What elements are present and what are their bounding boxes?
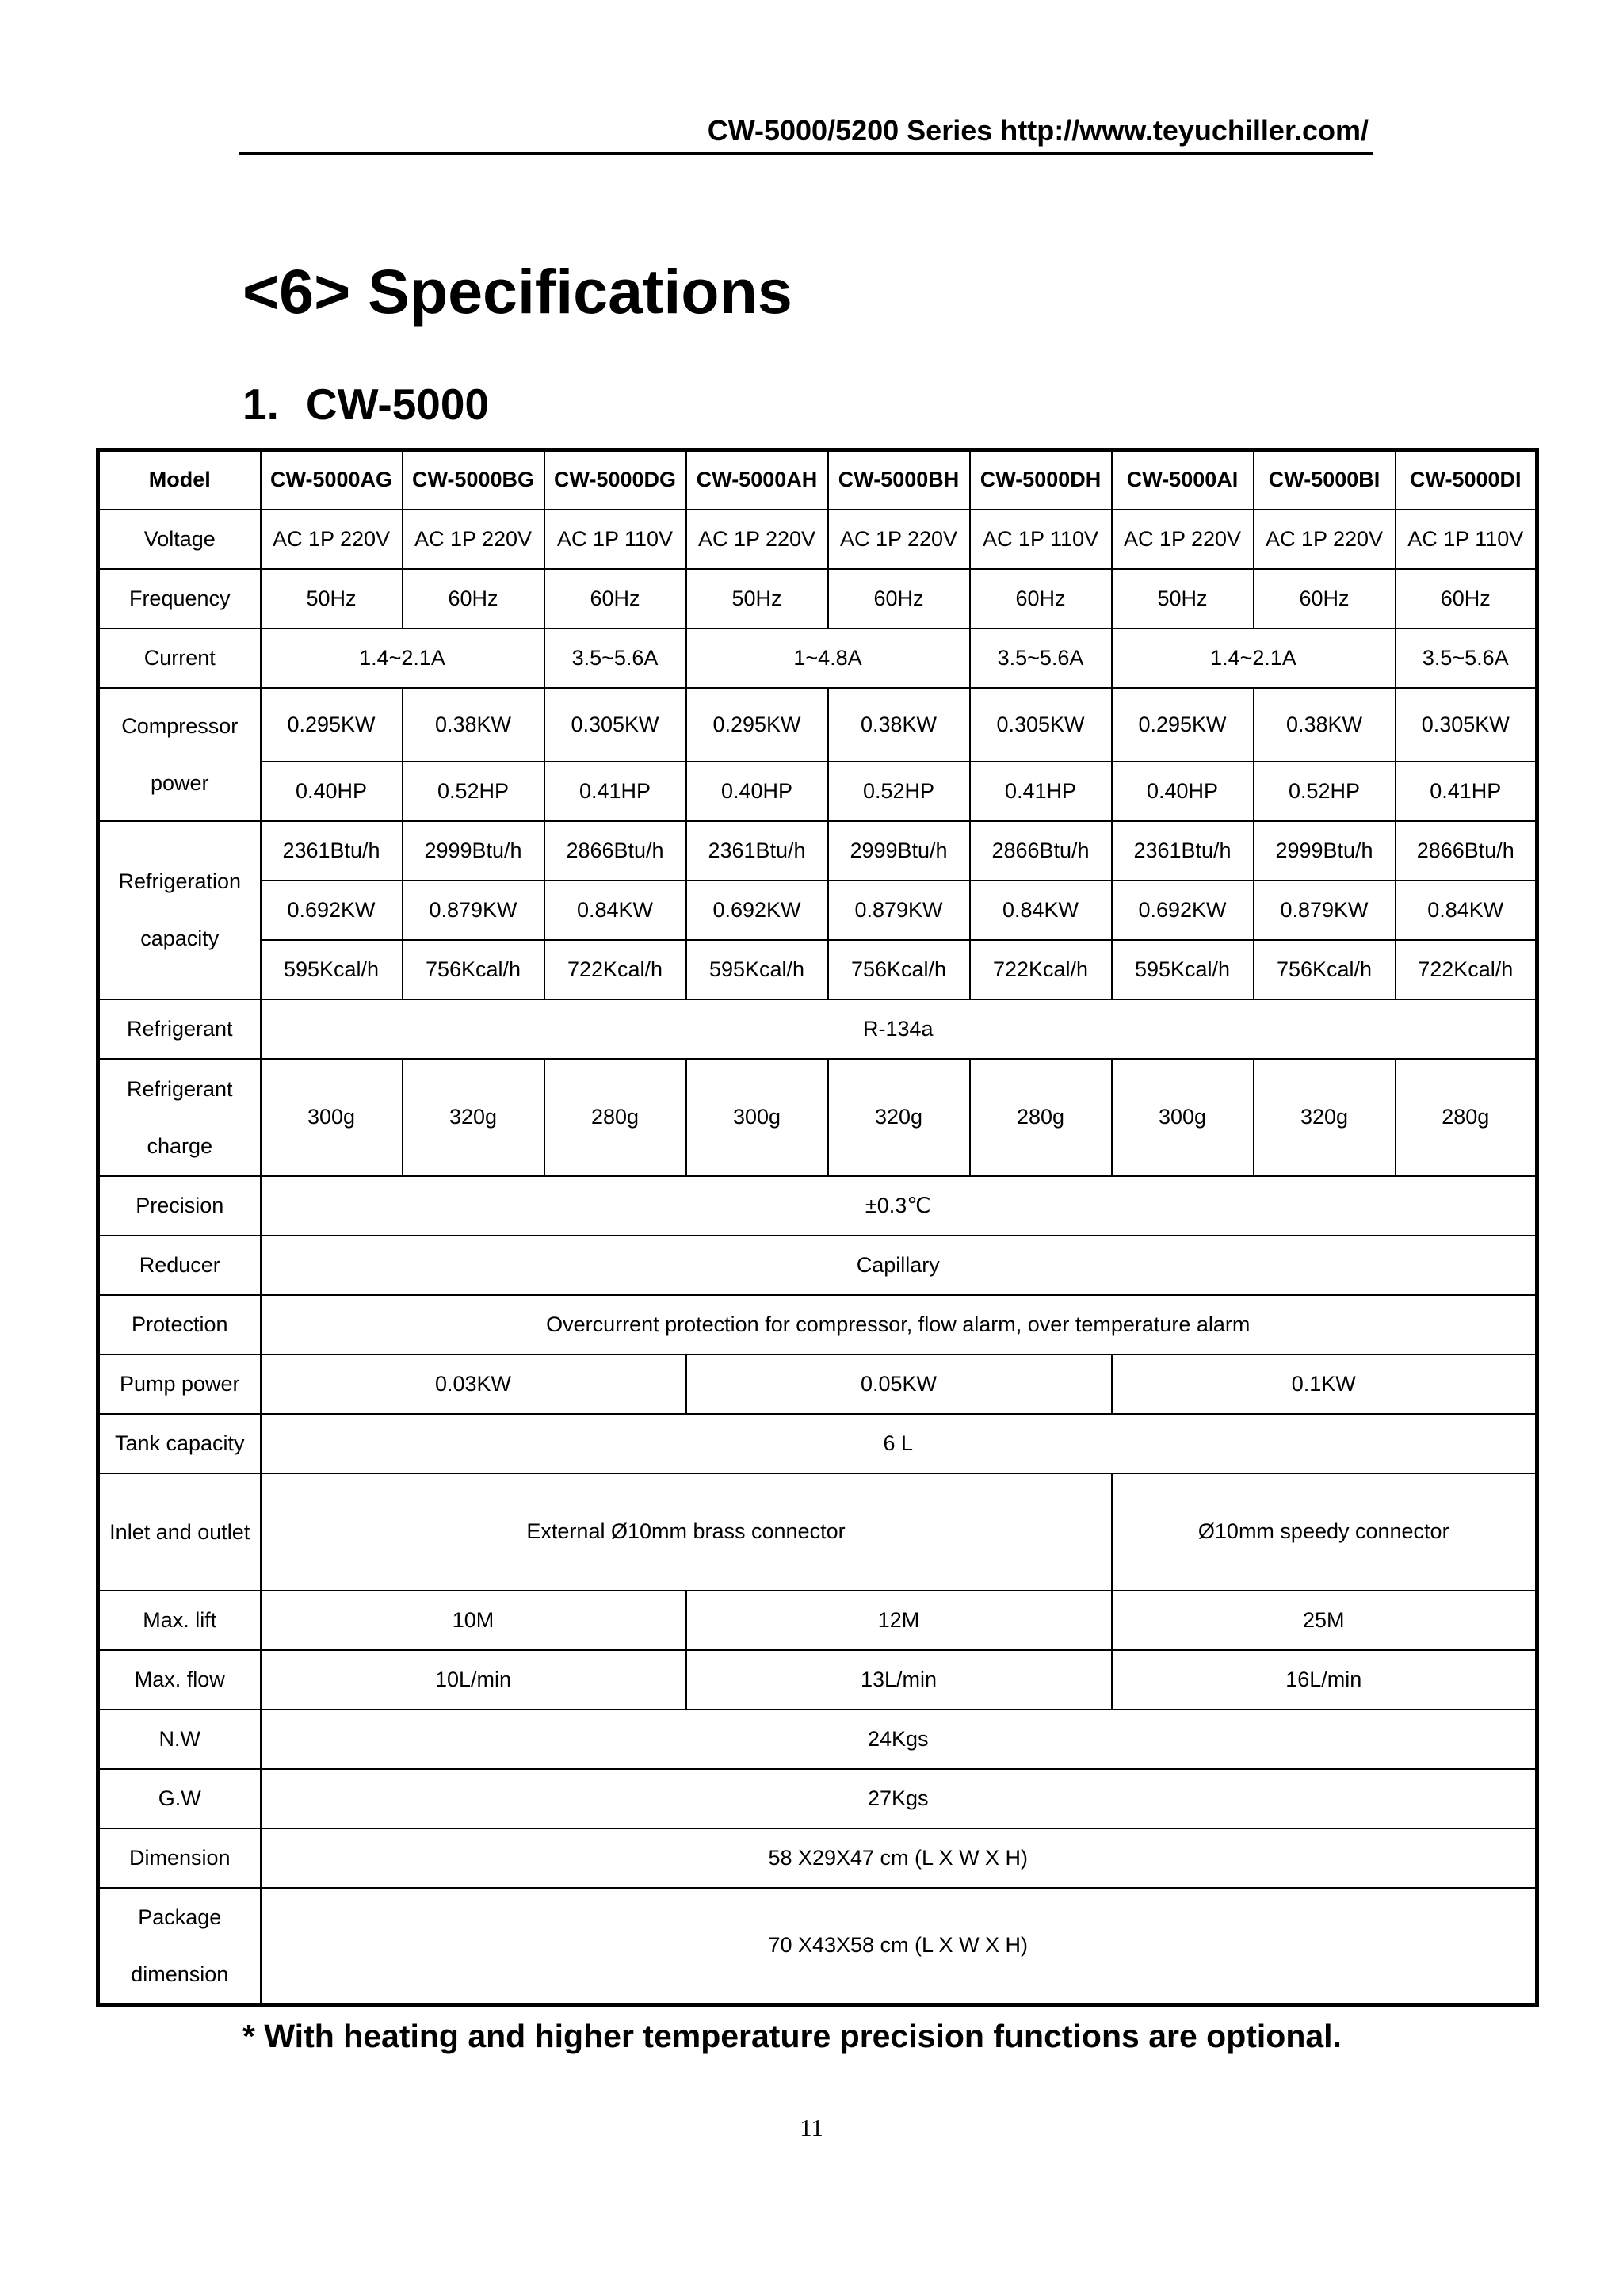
row-label: Refrigeration capacity: [98, 821, 261, 999]
model-cell: CW-5000DH: [970, 450, 1112, 510]
table-cell: 756Kcal/h: [403, 940, 544, 999]
table-cell: 0.879KW: [828, 881, 970, 940]
table-cell: 2999Btu/h: [828, 821, 970, 881]
row-package-dimension: [98, 1888, 1537, 2005]
table-cell: Capillary: [261, 1236, 1537, 1295]
table-cell: Overcurrent protection for compressor, flow alarm, over temperature alarm: [261, 1295, 1537, 1354]
row-label: Refrigerant: [98, 999, 261, 1059]
table-cell: AC 1P 220V: [1254, 510, 1396, 569]
table-cell: AC 1P 220V: [1112, 510, 1254, 569]
table-cell: 595Kcal/h: [1112, 940, 1254, 999]
table-cell: 0.38KW: [403, 688, 544, 762]
table-cell: 0.879KW: [1254, 881, 1396, 940]
row-refrigeration-kcal: [98, 940, 1537, 999]
table-cell: AC 1P 110V: [970, 510, 1112, 569]
table-cell: AC 1P 220V: [403, 510, 544, 569]
row-voltage: [98, 510, 1537, 569]
table-cell: 24Kgs: [261, 1710, 1537, 1769]
table-cell: AC 1P 110V: [544, 510, 686, 569]
table-cell: 595Kcal/h: [686, 940, 828, 999]
table-cell: 0.692KW: [261, 881, 403, 940]
table-cell: 0.84KW: [970, 881, 1112, 940]
table-cell: 756Kcal/h: [1254, 940, 1396, 999]
row-label: Max. lift: [98, 1591, 261, 1650]
table-cell: 16L/min: [1112, 1650, 1537, 1710]
row-frequency: [98, 569, 1537, 628]
table-cell: 1.4~2.1A: [1112, 628, 1396, 688]
row-label: Reducer: [98, 1236, 261, 1295]
subsection-number: 1.: [242, 380, 279, 429]
row-label: Package dimension: [98, 1888, 261, 2005]
table-cell: 0.84KW: [1396, 881, 1537, 940]
table-cell: 50Hz: [686, 569, 828, 628]
table-cell: 320g: [828, 1059, 970, 1176]
table-cell: 0.295KW: [1112, 688, 1254, 762]
row-net-weight: [98, 1710, 1537, 1769]
table-cell: 3.5~5.6A: [544, 628, 686, 688]
specifications-table: [96, 448, 1539, 2007]
model-cell: CW-5000BI: [1254, 450, 1396, 510]
table-cell: 0.1KW: [1112, 1354, 1537, 1414]
table-cell: 0.40HP: [261, 762, 403, 821]
table-cell: 3.5~5.6A: [970, 628, 1112, 688]
table-cell: 300g: [686, 1059, 828, 1176]
table-cell: AC 1P 220V: [261, 510, 403, 569]
table-cell: 60Hz: [1254, 569, 1396, 628]
model-cell: CW-5000DG: [544, 450, 686, 510]
table-cell: 10L/min: [261, 1650, 686, 1710]
row-refrigeration-btu: [98, 821, 1537, 881]
row-precision: [98, 1176, 1537, 1236]
row-tank-capacity: [98, 1414, 1537, 1473]
row-protection: [98, 1295, 1537, 1354]
row-compressor-power-kw: [98, 688, 1537, 762]
row-label: G.W: [98, 1769, 261, 1828]
row-label: Model: [98, 450, 261, 510]
table-cell: AC 1P 220V: [828, 510, 970, 569]
table-cell: 320g: [403, 1059, 544, 1176]
row-dimension: [98, 1828, 1537, 1888]
table-cell: AC 1P 110V: [1396, 510, 1537, 569]
table-cell: 0.295KW: [686, 688, 828, 762]
table-cell: 0.41HP: [1396, 762, 1537, 821]
table-cell: 280g: [1396, 1059, 1537, 1176]
model-cell: CW-5000AG: [261, 450, 403, 510]
row-gross-weight: [98, 1769, 1537, 1828]
row-pump-power: [98, 1354, 1537, 1414]
table-cell: 756Kcal/h: [828, 940, 970, 999]
row-label: Inlet and outlet: [98, 1473, 261, 1591]
table-cell: 320g: [1254, 1059, 1396, 1176]
subsection-name: CW-5000: [305, 380, 490, 429]
header-text: CW-5000/5200 Series http://www.teyuchiller.com/: [707, 114, 1369, 147]
row-label: Dimension: [98, 1828, 261, 1888]
row-max-lift: [98, 1591, 1537, 1650]
table-cell: 60Hz: [828, 569, 970, 628]
table-cell: R-134a: [261, 999, 1537, 1059]
table-cell: Ø10mm speedy connector: [1112, 1473, 1537, 1591]
table-cell: 0.40HP: [1112, 762, 1254, 821]
table-cell: 60Hz: [403, 569, 544, 628]
row-refrigerant: [98, 999, 1537, 1059]
table-cell: 6 L: [261, 1414, 1537, 1473]
section-title: <6> Specifications: [242, 256, 792, 327]
model-cell: CW-5000BG: [403, 450, 544, 510]
table-cell: 595Kcal/h: [261, 940, 403, 999]
page-header: [239, 113, 1373, 155]
table-cell: 2999Btu/h: [1254, 821, 1396, 881]
row-inlet-outlet: [98, 1473, 1537, 1591]
row-compressor-power-hp: [98, 762, 1537, 821]
row-label: Protection: [98, 1295, 261, 1354]
row-label: Tank capacity: [98, 1414, 261, 1473]
table-cell: ±0.3℃: [261, 1176, 1537, 1236]
row-current: [98, 628, 1537, 688]
table-cell: AC 1P 220V: [686, 510, 828, 569]
table-cell: 12M: [686, 1591, 1112, 1650]
table-cell: 60Hz: [970, 569, 1112, 628]
row-model: [98, 450, 1537, 510]
table-cell: 0.295KW: [261, 688, 403, 762]
row-label: Voltage: [98, 510, 261, 569]
table-cell: 60Hz: [1396, 569, 1537, 628]
table-cell: 0.52HP: [828, 762, 970, 821]
row-label: Pump power: [98, 1354, 261, 1414]
page-number: 11: [800, 2114, 823, 2141]
row-label: Frequency: [98, 569, 261, 628]
table-cell: 0.692KW: [686, 881, 828, 940]
row-max-flow: [98, 1650, 1537, 1710]
table-cell: 0.41HP: [544, 762, 686, 821]
table-cell: 1.4~2.1A: [261, 628, 544, 688]
table-cell: 0.52HP: [1254, 762, 1396, 821]
table-cell: 0.52HP: [403, 762, 544, 821]
table-cell: 2999Btu/h: [403, 821, 544, 881]
table-cell: 722Kcal/h: [970, 940, 1112, 999]
row-label: Precision: [98, 1176, 261, 1236]
table-cell: 280g: [544, 1059, 686, 1176]
subsection-title: [242, 380, 490, 429]
table-cell: 50Hz: [261, 569, 403, 628]
row-label: Current: [98, 628, 261, 688]
table-cell: 0.879KW: [403, 881, 544, 940]
table-cell: 0.692KW: [1112, 881, 1254, 940]
table-cell: 0.305KW: [1396, 688, 1537, 762]
table-cell: 0.05KW: [686, 1354, 1112, 1414]
table-cell: 2361Btu/h: [686, 821, 828, 881]
table-cell: 60Hz: [544, 569, 686, 628]
table-cell: 1~4.8A: [686, 628, 970, 688]
table-cell: 2866Btu/h: [544, 821, 686, 881]
optional-functions-note: * With heating and higher temperature precision functions are optional.: [242, 2018, 1342, 2054]
table-cell: 25M: [1112, 1591, 1537, 1650]
table-cell: 300g: [1112, 1059, 1254, 1176]
table-cell: 0.305KW: [970, 688, 1112, 762]
table-cell: 722Kcal/h: [1396, 940, 1537, 999]
row-label: N.W: [98, 1710, 261, 1769]
table-cell: 0.38KW: [1254, 688, 1396, 762]
model-cell: CW-5000AI: [1112, 450, 1254, 510]
table-cell: 2866Btu/h: [1396, 821, 1537, 881]
table-cell: 50Hz: [1112, 569, 1254, 628]
table-cell: 722Kcal/h: [544, 940, 686, 999]
table-cell: 10M: [261, 1591, 686, 1650]
row-label: Max. flow: [98, 1650, 261, 1710]
row-refrigeration-kw: [98, 881, 1537, 940]
row-reducer: [98, 1236, 1537, 1295]
table-cell: 13L/min: [686, 1650, 1112, 1710]
model-cell: CW-5000DI: [1396, 450, 1537, 510]
table-cell: External Ø10mm brass connector: [261, 1473, 1112, 1591]
table-cell: 300g: [261, 1059, 403, 1176]
table-cell: 0.84KW: [544, 881, 686, 940]
model-cell: CW-5000AH: [686, 450, 828, 510]
table-cell: 70 X43X58 cm (L X W X H): [261, 1888, 1537, 2005]
table-cell: 0.40HP: [686, 762, 828, 821]
model-cell: CW-5000BH: [828, 450, 970, 510]
table-cell: 3.5~5.6A: [1396, 628, 1537, 688]
row-refrigerant-charge: [98, 1059, 1537, 1176]
table-cell: 2361Btu/h: [1112, 821, 1254, 881]
row-label: Compressor power: [98, 688, 261, 821]
table-cell: 0.38KW: [828, 688, 970, 762]
table-cell: 2361Btu/h: [261, 821, 403, 881]
table-cell: 280g: [970, 1059, 1112, 1176]
table-cell: 2866Btu/h: [970, 821, 1112, 881]
table-cell: 0.305KW: [544, 688, 686, 762]
table-cell: 0.03KW: [261, 1354, 686, 1414]
row-label: Refrigerant charge: [98, 1059, 261, 1176]
table-cell: 58 X29X47 cm (L X W X H): [261, 1828, 1537, 1888]
table-cell: 27Kgs: [261, 1769, 1537, 1828]
table-cell: 0.41HP: [970, 762, 1112, 821]
